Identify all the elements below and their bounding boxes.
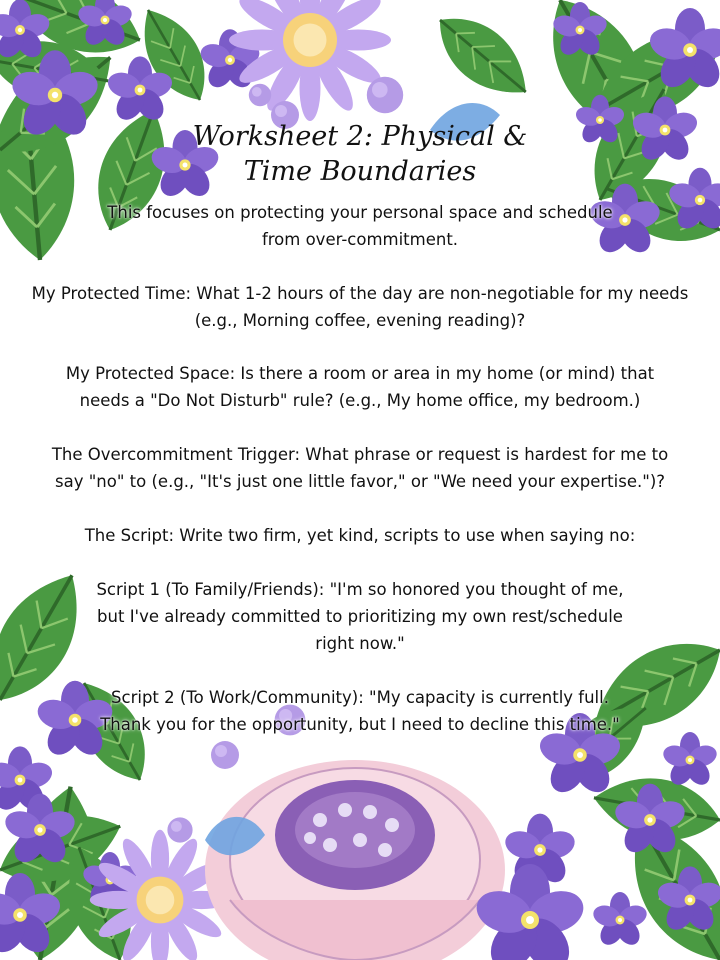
script-2 (20, 684, 700, 738)
script-line: Script 2 (To Work/Community): "My capacity is currently full. (111, 688, 609, 707)
intro-line: from over-commitment. (261, 230, 459, 249)
prompt-line: My Protected Time: What 1-2 hours of the day are non-negotiable for my needs (31, 284, 689, 303)
prompt-line: The Script: Write two firm, yet kind, scripts to use when saying no: (84, 526, 636, 545)
overcommitment-trigger-prompt (20, 441, 700, 495)
prompt-line: My Protected Space: Is there a room or area in my home (or mind) that (65, 364, 655, 383)
script-line: Thank you for the opportunity, but I need to decline this time." (100, 715, 620, 734)
script-heading (20, 522, 700, 549)
prompt-line: say "no" to (e.g., "It's just one little favor," or "We need your expertise.")? (54, 472, 666, 491)
protected-space-prompt (20, 360, 700, 414)
intro-paragraph (20, 199, 700, 253)
prompt-line: needs a "Do Not Disturb" rule? (e.g., My home office, my bedroom.) (79, 391, 641, 410)
intro-line: This focuses on protecting your personal space and schedule (107, 203, 613, 222)
peony-icon (205, 760, 505, 960)
script-line: Script 1 (To Family/Friends): "I'm so honored you thought of me, (96, 580, 624, 599)
prompt-line: The Overcommitment Trigger: What phrase or request is hardest for me to (51, 445, 669, 464)
prompt-line: (e.g., Morning coffee, evening reading)? (194, 311, 526, 330)
script-line: right now." (315, 634, 405, 653)
script-line: but I've already committed to prioritizing my own rest/schedule (97, 607, 623, 626)
worksheet-title-line-2: Time Boundaries (243, 156, 477, 187)
script-1 (20, 576, 700, 657)
protected-time-prompt (20, 280, 700, 334)
worksheet-title-line-1: Worksheet 2: Physical & (192, 121, 528, 152)
